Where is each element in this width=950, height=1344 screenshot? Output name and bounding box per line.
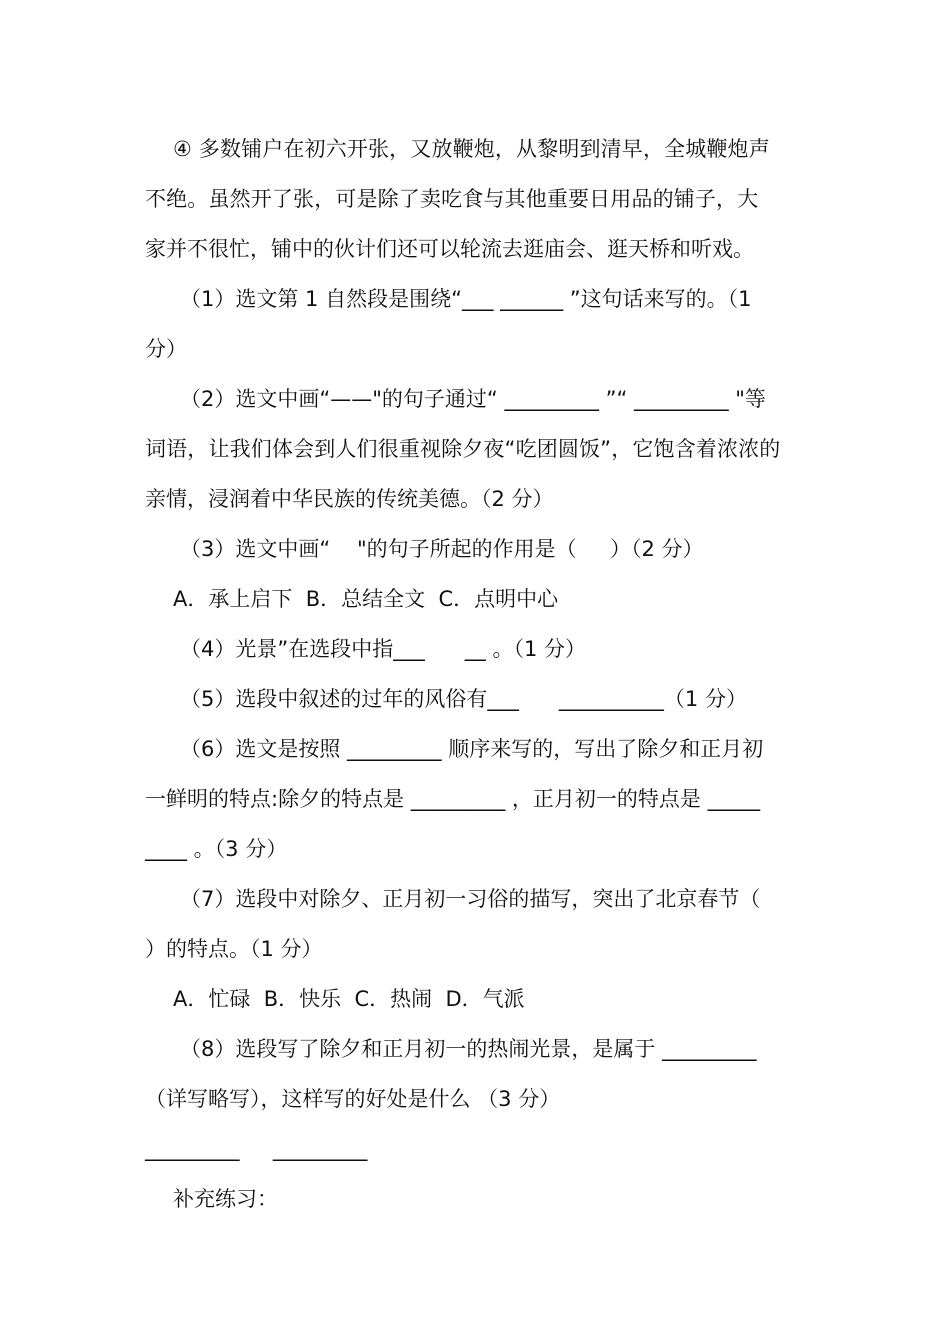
question-2-line-2: 词语，让我们体会到人们很重视除夕夜“吃团圆饭”，它饱含着浓浓的 bbox=[145, 437, 781, 461]
question-6-line-3: ____ 。（3 分） bbox=[145, 837, 288, 861]
question-4-line-1: （4）光景”在选段中指___ __ 。（1 分） bbox=[180, 637, 587, 661]
question-8-line-2: （详写略写），这样写的好处是什么 （3 分） bbox=[145, 1087, 561, 1111]
question-6-line-2: 一鲜明的特点:除夕的特点是 _________ ，正月初一的特点是 _____ bbox=[145, 787, 761, 811]
paragraph-4-line-3: 家并不很忙，铺中的伙计们还可以轮流去逛庙会、逛天桥和听戏。 bbox=[145, 237, 754, 261]
question-3-line-1: （3）选文中画“ "的句子所起的作用是（ ）（2 分） bbox=[180, 537, 704, 561]
paragraph-4-line-1: ④ 多数铺户在初六开张，又放鞭炮，从黎明到清早，全城鞭炮声 bbox=[173, 137, 770, 161]
question-3-options: A．承上启下 B．总结全文 C．点明中心 bbox=[173, 587, 559, 611]
question-1-line-1: （1）选文第 1 自然段是围绕“___ ______ ”这句话来写的。（1 bbox=[180, 287, 752, 311]
question-1-line-2: 分） bbox=[145, 337, 187, 361]
question-8-answer-blanks: _________ _________ bbox=[145, 1137, 368, 1161]
question-2-line-3: 亲情，浸润着中华民族的传统美德。（2 分） bbox=[145, 487, 554, 511]
question-6-line-1: （6）选文是按照 _________ 顺序来写的，写出了除夕和正月初 bbox=[180, 737, 764, 761]
question-8-line-1: （8）选段写了除夕和正月初一的热闹光景，是属于 _________ bbox=[180, 1037, 757, 1061]
question-7-line-1: （7）选段中对除夕、正月初一习俗的描写，突出了北京春节（ bbox=[180, 887, 761, 911]
supplement-heading: 补充练习： bbox=[173, 1187, 278, 1211]
question-2-line-1: （2）选文中画“——"的句子通过“ _________ ”“ _________ "等 bbox=[180, 387, 766, 411]
question-7-options: A．忙碌 B．快乐 C．热闹 D．气派 bbox=[173, 987, 525, 1011]
question-5-line-1: （5）选段中叙述的过年的风俗有___ __________（1 分） bbox=[180, 687, 747, 711]
paragraph-4-line-2: 不绝。虽然开了张，可是除了卖吃食与其他重要日用品的铺子，大 bbox=[145, 187, 759, 211]
question-7-line-2: ）的特点。（1 分） bbox=[145, 937, 323, 961]
